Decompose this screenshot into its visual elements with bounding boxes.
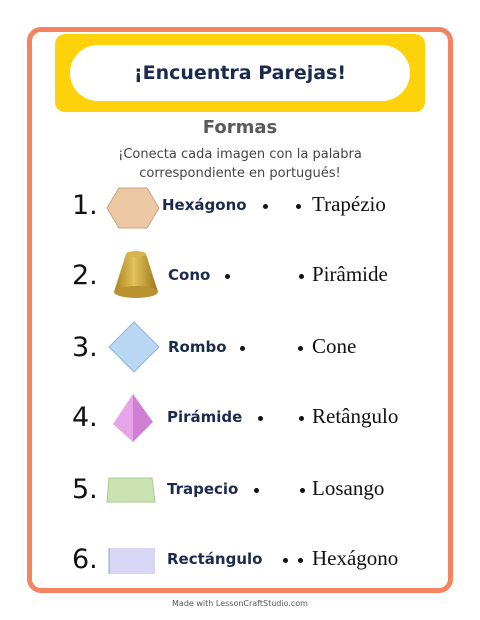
spanish-word: Cono (168, 266, 211, 284)
item-number: 6. (72, 544, 98, 575)
match-dot-left[interactable] (225, 274, 230, 279)
item-number: 2. (72, 260, 98, 291)
portuguese-word: Losango (312, 476, 385, 500)
match-dot-right[interactable] (296, 204, 301, 209)
match-row-4 (0, 390, 480, 450)
match-dot-left[interactable] (283, 558, 288, 563)
spanish-word: Rombo (168, 338, 227, 356)
match-row-1 (0, 178, 480, 238)
spanish-word: Rectángulo (167, 550, 263, 568)
rhombus-icon (107, 320, 161, 374)
match-row-5 (0, 462, 480, 522)
pyramid-icon (107, 390, 163, 446)
footer-credit: Made with LessonCraftStudio.com (172, 599, 308, 608)
match-row-6 (0, 532, 480, 592)
match-dot-right[interactable] (299, 416, 304, 421)
item-number: 3. (72, 332, 98, 363)
match-dot-right[interactable] (299, 274, 304, 279)
item-number: 4. (72, 402, 98, 433)
spanish-word: Trapecio (167, 480, 239, 498)
rectangle-icon (107, 532, 157, 588)
hexagon-icon (105, 180, 161, 236)
instructions-line-2: correspondiente en portugués! (139, 166, 341, 181)
match-dot-right[interactable] (298, 346, 303, 351)
match-row-2 (0, 248, 480, 308)
match-dot-left[interactable] (263, 204, 268, 209)
worksheet-subtitle: Formas (202, 117, 278, 138)
item-number: 1. (72, 190, 98, 221)
cone-icon (108, 248, 164, 304)
portuguese-word: Pirâmide (312, 262, 388, 286)
instructions-line-1: ¡Conecta cada imagen con la palabra (118, 147, 362, 162)
match-dot-right[interactable] (298, 558, 303, 563)
spanish-word: Pirámide (167, 408, 243, 426)
match-dot-left[interactable] (240, 346, 245, 351)
page-title: ¡Encuentra Parejas! (70, 45, 410, 101)
trapezoid-icon (106, 462, 156, 518)
spanish-word: Hexágono (162, 196, 247, 214)
portuguese-word: Trapézio (312, 192, 386, 216)
item-number: 5. (72, 474, 98, 505)
match-dot-left[interactable] (258, 416, 263, 421)
match-dot-right[interactable] (300, 488, 305, 493)
match-row-3 (0, 320, 480, 380)
portuguese-word: Retângulo (312, 404, 399, 428)
portuguese-word: Hexágono (312, 546, 399, 570)
portuguese-word: Cone (312, 334, 357, 358)
match-dot-left[interactable] (254, 488, 259, 493)
